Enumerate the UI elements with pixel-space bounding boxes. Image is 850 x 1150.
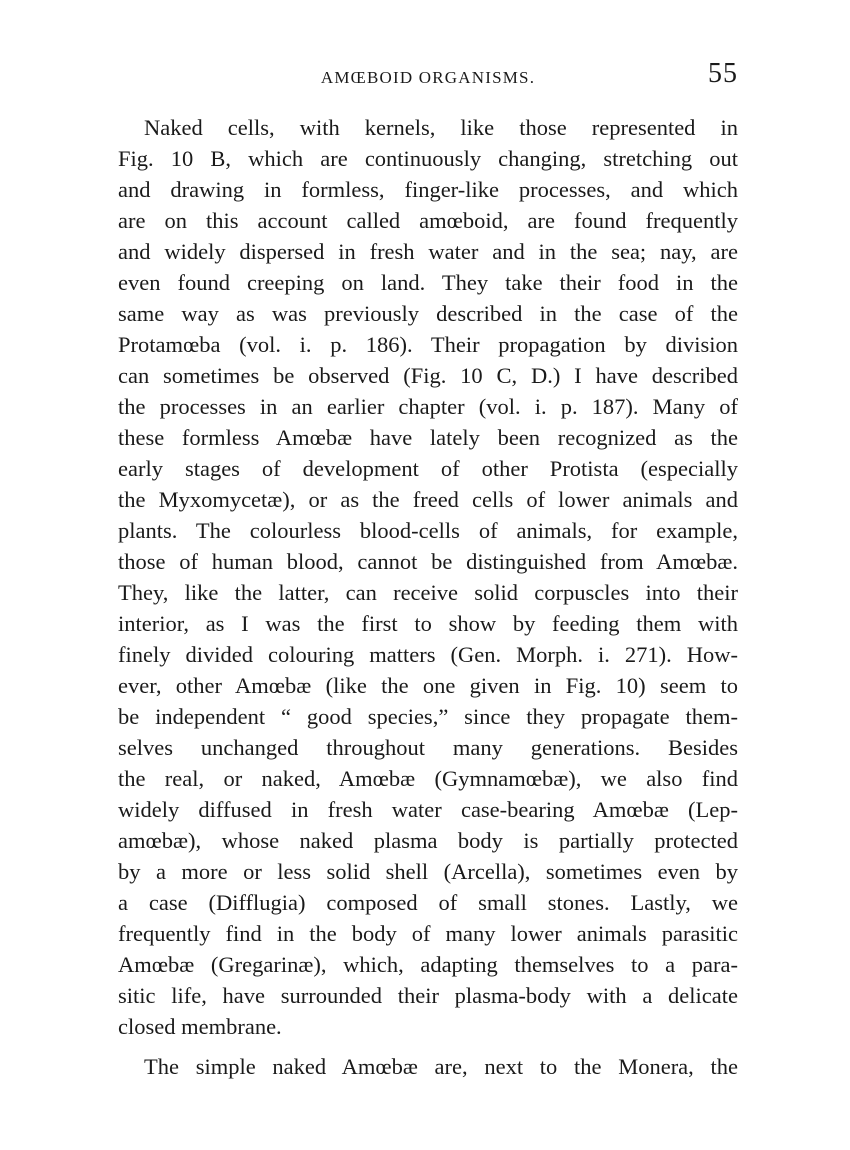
text-line: a case (Difflugia) composed of small stones. Lastly, we xyxy=(118,890,738,915)
text-line: the Myxomycetæ), or as the freed cells of lower animals and xyxy=(118,487,738,512)
running-head: AMŒBOID ORGANISMS. xyxy=(320,68,536,87)
text-line: ever, other Amœbæ (like the one given in Fig. 10) seem to xyxy=(118,673,738,698)
text-line: closed membrane. xyxy=(118,1014,282,1039)
text-line: They, like the latter, can receive solid corpuscles into their xyxy=(118,580,738,605)
paragraph xyxy=(118,1051,738,1082)
text-line: same way as was previously described in the case of the xyxy=(118,301,738,326)
text-line: these formless Amœbæ have lately been recognized as the xyxy=(118,425,738,450)
text-line: Amœbæ (Gregarinæ), which, adapting themselves to a para- xyxy=(118,952,738,977)
text-line: widely diffused in fresh water case-bearing Amœbæ (Lep- xyxy=(118,797,738,822)
text-line: The simple naked Amœbæ are, next to the Monera, the xyxy=(144,1054,738,1079)
text-line: are on this account called amœboid, are found frequently xyxy=(118,208,738,233)
text-line: sitic life, have surrounded their plasma-body with a delicate xyxy=(118,983,738,1008)
page-number: 55 xyxy=(708,58,738,89)
text-line: and widely dispersed in fresh water and in the sea; nay, are xyxy=(118,239,738,264)
text-line: amœbæ), whose naked plasma body is partially protected xyxy=(118,828,738,853)
text-line: early stages of development of other Protista (especially xyxy=(118,456,738,481)
text-line: those of human blood, cannot be distinguished from Amœbæ. xyxy=(118,549,738,574)
text-line: selves unchanged throughout many generations. Besides xyxy=(118,735,738,760)
page-header xyxy=(118,58,738,102)
paragraph xyxy=(118,112,738,1042)
text-line: Protamœba (vol. i. p. 186). Their propagation by division xyxy=(118,332,738,357)
text-line: finely divided colouring matters (Gen. Morph. i. 271). How- xyxy=(118,642,738,667)
text-line: Fig. 10 B, which are continuously changing, stretching out xyxy=(118,146,738,171)
body-text xyxy=(118,112,738,1082)
text-line: and drawing in formless, finger-like processes, and which xyxy=(118,177,738,202)
text-line: plants. The colourless blood-cells of animals, for example, xyxy=(118,518,738,543)
text-line: the processes in an earlier chapter (vol. i. p. 187). Many of xyxy=(118,394,738,419)
text-line: Naked cells, with kernels, like those represented in xyxy=(144,115,738,140)
text-line: even found creeping on land. They take their food in the xyxy=(118,270,738,295)
text-line: frequently find in the body of many lower animals parasitic xyxy=(118,921,738,946)
text-line: interior, as I was the first to show by feeding them with xyxy=(118,611,738,636)
text-line: the real, or naked, Amœbæ (Gymnamœbæ), we also find xyxy=(118,766,738,791)
text-line: be independent “ good species,” since they propagate them- xyxy=(118,704,738,729)
text-line: by a more or less solid shell (Arcella), sometimes even by xyxy=(118,859,738,884)
text-line: can sometimes be observed (Fig. 10 C, D.) I have described xyxy=(118,363,738,388)
